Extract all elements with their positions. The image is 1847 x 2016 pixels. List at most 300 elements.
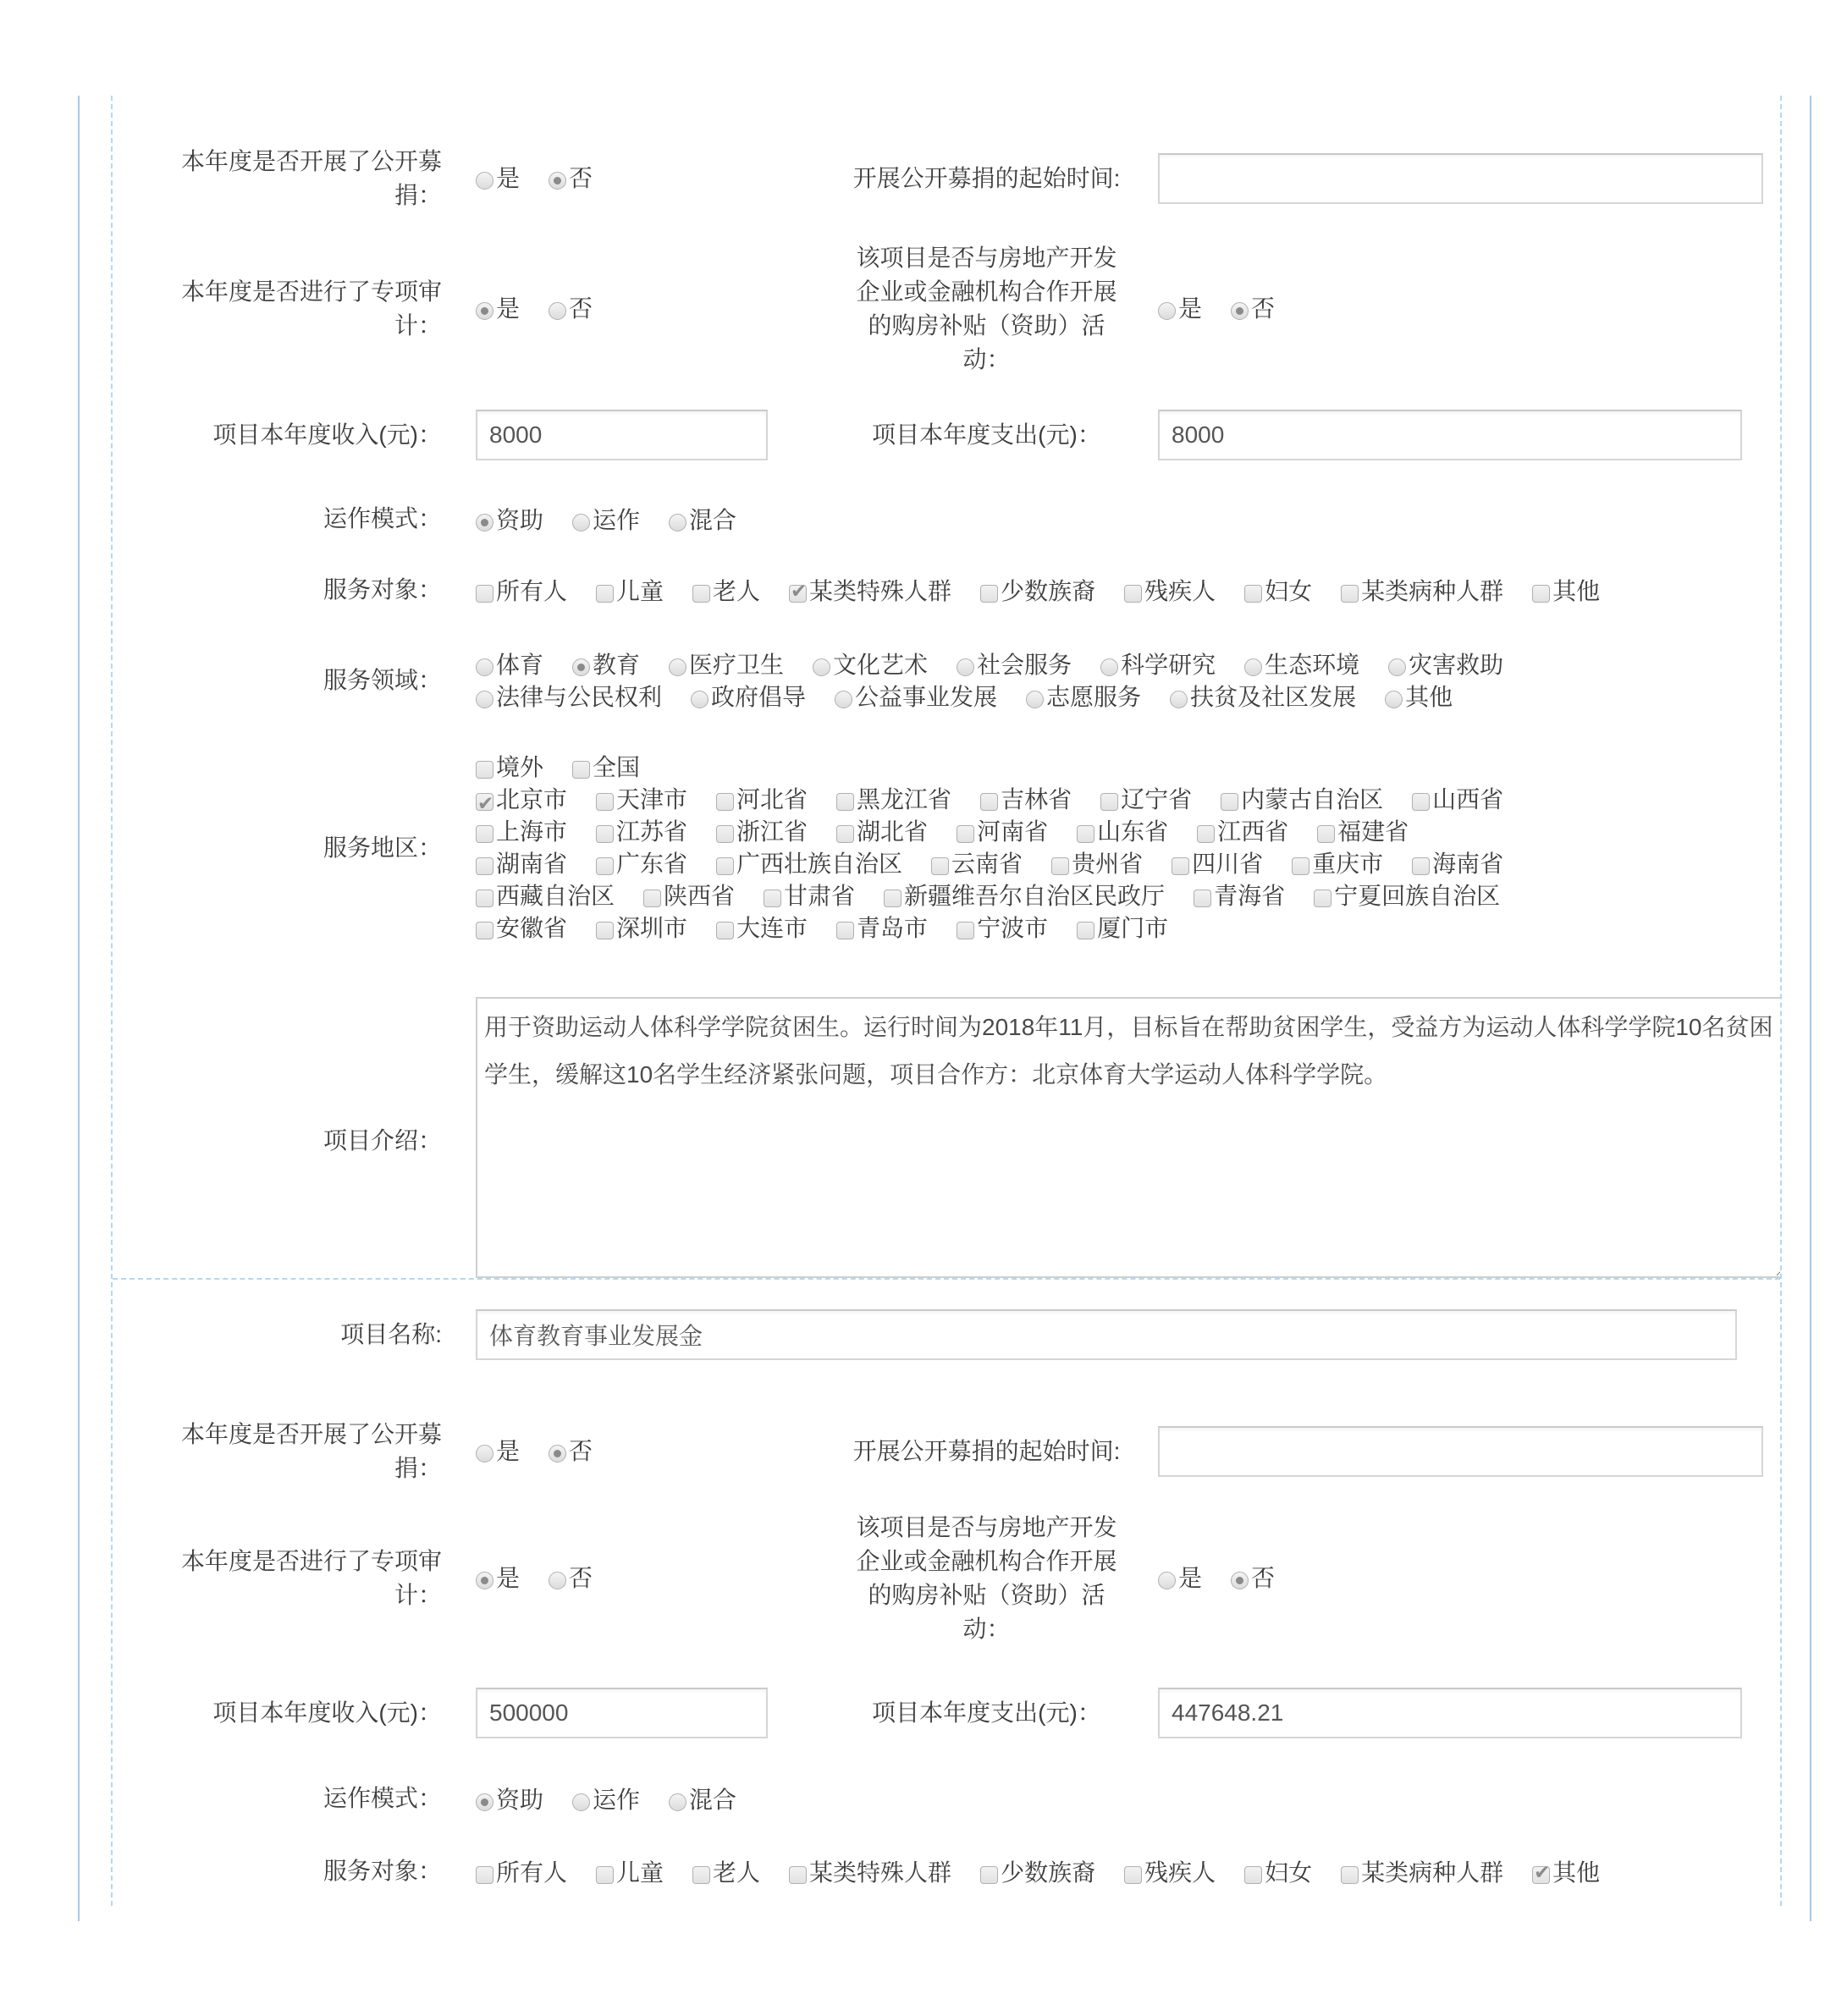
special-audit-label: 本年度是否进行了专项审计：: [180, 1548, 442, 1608]
option-label: 河北省: [736, 786, 808, 812]
option-label: 儿童: [616, 578, 664, 604]
radio-option-是[interactable]: [1158, 1562, 1202, 1595]
checkbox-icon[interactable]: [476, 922, 493, 939]
radio-option-是[interactable]: [476, 1435, 520, 1468]
option-label: 运作: [593, 507, 641, 533]
project-intro-label: 项目介绍：: [323, 1126, 442, 1154]
annual-income-label: 项目本年度收入(元)：: [212, 1699, 442, 1726]
public-fundraising-row-2: [113, 1401, 1780, 1502]
option-label: 某类病种人群: [1361, 1859, 1504, 1886]
option-label: 其他: [1552, 578, 1601, 604]
checkbox-option-云南省[interactable]: [931, 848, 1023, 879]
service-target-label: 服务对象：: [323, 576, 442, 603]
checkbox-icon[interactable]: [1244, 1866, 1262, 1884]
checkbox-option-儿童[interactable]: [596, 1854, 664, 1888]
radio-icon[interactable]: [691, 691, 708, 708]
radio-icon[interactable]: [669, 514, 686, 532]
special-audit-row-2: [113, 1511, 1780, 1646]
checkbox-icon[interactable]: [572, 761, 590, 779]
checkbox-option-某类特殊人群[interactable]: [789, 573, 951, 607]
radio-option-否[interactable]: [549, 292, 593, 326]
checkbox-option-浙江省[interactable]: [716, 816, 808, 847]
checkbox-icon[interactable]: [1124, 585, 1142, 603]
radio-icon[interactable]: [476, 1572, 493, 1589]
project-intro-row: [113, 997, 1780, 1284]
service-area-row: [113, 752, 1780, 944]
project-intro-textarea[interactable]: [476, 997, 1782, 1278]
option-row: [476, 912, 1780, 944]
checkbox-icon[interactable]: [476, 1866, 493, 1884]
radio-option-是[interactable]: [476, 162, 520, 196]
option-label: 政府倡导: [711, 683, 807, 710]
option-label: 教育: [593, 651, 641, 678]
checkbox-option-青岛市[interactable]: [836, 912, 928, 944]
option-label: 是: [496, 295, 521, 322]
option-label: 某类特殊人群: [809, 578, 952, 604]
checkbox-option-山西省[interactable]: [1412, 784, 1503, 815]
fundraising-start-input[interactable]: [1158, 1426, 1763, 1477]
annual-expense-input[interactable]: [1158, 410, 1742, 460]
checkbox-icon[interactable]: [1292, 857, 1309, 875]
option-label: 残疾人: [1144, 1859, 1216, 1886]
checkbox-option-深圳市[interactable]: [596, 912, 687, 944]
radio-icon[interactable]: [669, 1793, 686, 1811]
project-name-label: 项目名称:: [340, 1321, 442, 1347]
checkbox-option-境外[interactable]: [476, 752, 543, 783]
checkbox-option-所有人[interactable]: [476, 1854, 567, 1888]
income-expense-row-2: [113, 1686, 1780, 1740]
radio-icon[interactable]: [1231, 302, 1249, 320]
public-fundraising-options: [442, 162, 824, 196]
public-fundraising-row: [113, 128, 1780, 229]
option-label: 混合: [689, 507, 737, 533]
radio-option-公益事业发展[interactable]: [835, 681, 997, 713]
radio-icon[interactable]: [835, 691, 852, 708]
radio-icon[interactable]: [1158, 302, 1176, 320]
checkbox-option-吉林省[interactable]: [980, 784, 1072, 815]
radio-option-政府倡导[interactable]: [691, 681, 806, 713]
checkbox-option-大连市[interactable]: [716, 912, 808, 944]
checkbox-icon[interactable]: [1532, 585, 1550, 603]
checkbox-icon[interactable]: [1317, 825, 1335, 843]
option-label: 浙江省: [736, 818, 808, 845]
radio-icon[interactable]: [549, 172, 566, 190]
fundraising-start-input[interactable]: [1158, 153, 1763, 204]
service-target-label: 服务对象：: [323, 1858, 442, 1884]
checkbox-icon[interactable]: [596, 793, 614, 811]
checkbox-option-河北省[interactable]: [716, 784, 808, 815]
checkbox-icon[interactable]: [1532, 1866, 1550, 1884]
option-label: 湖南省: [496, 851, 568, 877]
checkbox-icon[interactable]: [476, 793, 493, 811]
outer-frame-left-border: [78, 96, 80, 1921]
option-label: 否: [569, 165, 593, 191]
option-label: 妇女: [1265, 1859, 1313, 1886]
annual-expense-input[interactable]: [1158, 1688, 1742, 1738]
radio-option-否[interactable]: [1231, 1562, 1275, 1595]
checkbox-option-残疾人[interactable]: [1124, 573, 1216, 607]
radio-icon[interactable]: [476, 1445, 493, 1462]
radio-option-是[interactable]: [1158, 292, 1202, 326]
radio-option-混合[interactable]: [669, 502, 736, 536]
option-label: 贵州省: [1072, 851, 1144, 877]
radio-option-是[interactable]: [476, 1562, 520, 1595]
radio-icon[interactable]: [1100, 658, 1118, 676]
checkbox-icon[interactable]: [716, 922, 734, 939]
checkbox-option-其他[interactable]: [1532, 1854, 1600, 1888]
radio-icon[interactable]: [572, 514, 590, 532]
checkbox-option-湖北省[interactable]: [836, 816, 928, 847]
radio-icon[interactable]: [476, 514, 493, 532]
checkbox-option-陕西省[interactable]: [643, 880, 735, 912]
checkbox-icon[interactable]: [476, 857, 493, 875]
checkbox-option-甘肃省[interactable]: [764, 880, 855, 912]
checkbox-icon[interactable]: [476, 890, 493, 907]
radio-option-文化艺术[interactable]: [813, 649, 928, 680]
checkbox-option-宁夏回族自治区[interactable]: [1314, 880, 1500, 912]
radio-option-否[interactable]: [549, 1562, 593, 1595]
checkbox-icon[interactable]: [836, 793, 854, 811]
option-label: 大连市: [736, 915, 808, 941]
radio-option-医疗卫生[interactable]: [669, 649, 784, 680]
checkbox-option-广西壮族自治区[interactable]: [716, 848, 902, 879]
radio-option-运作[interactable]: [572, 1782, 640, 1815]
checkbox-option-残疾人[interactable]: [1124, 1854, 1216, 1888]
checkbox-option-某类特殊人群[interactable]: [789, 1854, 951, 1888]
checkbox-icon[interactable]: [1341, 1866, 1359, 1884]
checkbox-option-黑龙江省[interactable]: [836, 784, 951, 815]
checkbox-icon[interactable]: [692, 585, 710, 603]
service-target-row-2: [113, 1854, 1780, 1889]
option-label: 是: [496, 1438, 521, 1464]
radio-icon[interactable]: [572, 658, 590, 676]
checkbox-icon[interactable]: [836, 825, 854, 843]
checkbox-option-青海省[interactable]: [1194, 880, 1285, 912]
outer-frame-right-border: [1810, 96, 1811, 1921]
option-label: 资助: [496, 1787, 544, 1813]
radio-icon[interactable]: [669, 658, 686, 676]
radio-option-志愿服务[interactable]: [1026, 681, 1141, 713]
radio-icon[interactable]: [476, 658, 493, 676]
radio-option-运作[interactable]: [572, 502, 640, 536]
option-row: [476, 816, 1780, 847]
service-field-label: 服务领域：: [323, 667, 442, 693]
radio-option-资助[interactable]: [476, 502, 543, 536]
annual-expense-label: 项目本年度支出(元)：: [872, 421, 1101, 448]
option-label: 重庆市: [1312, 851, 1384, 877]
checkbox-option-内蒙古自治区[interactable]: [1221, 784, 1383, 815]
option-label: 所有人: [496, 1859, 568, 1886]
project-name-row: [113, 1309, 1780, 1360]
checkbox-icon[interactable]: [476, 585, 493, 603]
option-label: 否: [569, 1438, 593, 1464]
option-label: 青岛市: [857, 915, 929, 941]
option-label: 少数族裔: [1001, 1859, 1096, 1886]
option-label: 安徽省: [496, 915, 568, 941]
radio-icon[interactable]: [572, 1793, 590, 1811]
radio-option-其他[interactable]: [1385, 681, 1453, 713]
option-label: 山东省: [1097, 818, 1169, 845]
checkbox-option-某类病种人群[interactable]: [1341, 573, 1503, 607]
option-row: [476, 880, 1780, 912]
checkbox-option-老人[interactable]: [692, 1854, 760, 1888]
option-label: 西藏自治区: [496, 883, 615, 909]
checkbox-icon[interactable]: [716, 825, 734, 843]
radio-icon[interactable]: [549, 302, 566, 320]
housing-subsidy-options: [1150, 1562, 1780, 1595]
option-label: 其他: [1552, 1859, 1601, 1886]
option-label: 所有人: [496, 578, 568, 604]
operation-mode-row: [113, 501, 1780, 537]
radio-option-法律与公民权利[interactable]: [476, 681, 662, 713]
checkbox-option-山东省[interactable]: [1077, 816, 1168, 847]
radio-option-生态环境[interactable]: [1244, 649, 1359, 680]
checkbox-option-新疆维吾尔自治区民政厅[interactable]: [884, 880, 1165, 912]
option-label: 江西省: [1217, 818, 1289, 845]
checkbox-option-全国[interactable]: [572, 752, 640, 783]
option-label: 儿童: [616, 1859, 664, 1886]
checkbox-icon[interactable]: [789, 585, 807, 603]
radio-icon[interactable]: [476, 691, 493, 708]
income-expense-row: [113, 408, 1780, 462]
checkbox-icon[interactable]: [596, 585, 614, 603]
checkbox-option-所有人[interactable]: [476, 573, 567, 607]
public-fundraising-label: 本年度是否开展了公开募捐：: [180, 148, 442, 208]
radio-option-否[interactable]: [549, 1435, 593, 1468]
option-row: [476, 681, 1780, 713]
checkbox-option-其他[interactable]: [1532, 573, 1600, 607]
checkbox-icon[interactable]: [1077, 922, 1094, 939]
checkbox-icon[interactable]: [596, 857, 614, 875]
radio-option-扶贫及社区发展[interactable]: [1170, 681, 1356, 713]
checkbox-icon[interactable]: [1412, 793, 1430, 811]
option-label: 全国: [593, 754, 641, 780]
option-label: 体育: [496, 651, 544, 678]
radio-option-是[interactable]: [476, 292, 520, 326]
checkbox-option-儿童[interactable]: [596, 573, 664, 607]
option-label: 混合: [689, 1787, 737, 1813]
checkbox-icon[interactable]: [980, 1866, 998, 1884]
checkbox-icon[interactable]: [789, 1866, 807, 1884]
radio-icon[interactable]: [813, 658, 830, 676]
checkbox-option-上海市[interactable]: [476, 816, 567, 847]
radio-icon[interactable]: [476, 172, 493, 190]
checkbox-icon[interactable]: [476, 761, 493, 779]
checkbox-option-湖南省[interactable]: [476, 848, 567, 879]
checkbox-icon[interactable]: [643, 890, 661, 907]
option-label: 青海省: [1214, 883, 1286, 909]
operation-mode-label: 运作模式：: [323, 1785, 442, 1811]
radio-icon[interactable]: [1231, 1572, 1249, 1589]
option-label: 否: [1251, 295, 1276, 322]
radio-icon[interactable]: [549, 1445, 566, 1462]
checkbox-option-厦门市[interactable]: [1077, 912, 1168, 944]
option-label: 北京市: [496, 786, 568, 812]
radio-icon[interactable]: [1244, 658, 1262, 676]
annual-income-label: 项目本年度收入(元)：: [212, 421, 442, 448]
option-label: 上海市: [496, 818, 568, 845]
checkbox-option-宁波市[interactable]: [957, 912, 1048, 944]
option-label: 文化艺术: [833, 651, 929, 678]
option-label: 广西壮族自治区: [736, 851, 903, 877]
checkbox-icon[interactable]: [931, 857, 949, 875]
checkbox-icon[interactable]: [1314, 890, 1331, 907]
service-target-options: [442, 573, 1780, 607]
radio-option-体育[interactable]: [476, 649, 543, 680]
radio-option-资助[interactable]: [476, 1782, 543, 1815]
checkbox-icon[interactable]: [1412, 857, 1430, 875]
option-label: 新疆维吾尔自治区民政厅: [904, 883, 1166, 909]
option-label: 黑龙江省: [857, 786, 952, 812]
option-label: 志愿服务: [1046, 683, 1142, 710]
checkbox-option-河南省[interactable]: [957, 816, 1048, 847]
checkbox-icon[interactable]: [1077, 825, 1094, 843]
checkbox-icon[interactable]: [716, 793, 734, 811]
radio-icon[interactable]: [476, 1793, 493, 1811]
option-label: 妇女: [1265, 578, 1313, 604]
checkbox-option-妇女[interactable]: [1244, 573, 1312, 607]
special-audit-options: [442, 292, 824, 326]
checkbox-option-辽宁省[interactable]: [1100, 784, 1192, 815]
checkbox-option-老人[interactable]: [692, 573, 760, 607]
option-row: [476, 848, 1780, 879]
option-row: [476, 752, 1780, 783]
checkbox-option-江苏省[interactable]: [596, 816, 687, 847]
option-label: 科学研究: [1121, 651, 1216, 678]
checkbox-option-少数族裔[interactable]: [980, 573, 1095, 607]
checkbox-option-四川省[interactable]: [1172, 848, 1263, 879]
checkbox-icon[interactable]: [1051, 857, 1069, 875]
checkbox-icon[interactable]: [596, 825, 614, 843]
checkbox-option-妇女[interactable]: [1244, 1854, 1312, 1888]
option-label: 陕西省: [664, 883, 736, 909]
operation-mode-label: 运作模式：: [323, 505, 442, 532]
checkbox-option-广东省[interactable]: [596, 848, 687, 879]
radio-option-科学研究[interactable]: [1100, 649, 1216, 680]
service-target-options: [442, 1854, 1780, 1888]
service-area-label: 服务地区：: [323, 834, 442, 861]
radio-icon[interactable]: [957, 658, 974, 676]
option-label: 其他: [1405, 683, 1453, 710]
option-label: 资助: [496, 507, 544, 533]
option-label: 吉林省: [1001, 786, 1072, 812]
checkbox-icon[interactable]: [980, 585, 998, 603]
public-fundraising-options: [442, 1435, 824, 1468]
checkbox-icon[interactable]: [1172, 857, 1189, 875]
option-label: 辽宁省: [1121, 786, 1193, 812]
annual-income-input[interactable]: [476, 410, 768, 460]
checkbox-icon[interactable]: [476, 825, 493, 843]
fundraising-start-label: 开展公开募捐的起始时间:: [852, 1438, 1121, 1464]
checkbox-icon[interactable]: [1221, 793, 1238, 811]
radio-icon[interactable]: [476, 302, 493, 320]
checkbox-option-天津市[interactable]: [596, 784, 687, 815]
option-label: 否: [1251, 1565, 1276, 1591]
option-label: 山西省: [1432, 786, 1504, 812]
option-label: 否: [569, 295, 593, 322]
checkbox-icon[interactable]: [1194, 890, 1211, 907]
checkbox-option-贵州省[interactable]: [1051, 848, 1143, 879]
radio-icon[interactable]: [1026, 691, 1044, 708]
housing-subsidy-options: [1150, 292, 1780, 326]
option-label: 福建省: [1337, 818, 1409, 845]
checkbox-option-江西省[interactable]: [1197, 816, 1288, 847]
public-fundraising-label: 本年度是否开展了公开募捐：: [180, 1421, 442, 1481]
option-label: 是: [496, 1565, 521, 1591]
checkbox-option-重庆市[interactable]: [1292, 848, 1383, 879]
checkbox-icon[interactable]: [957, 825, 974, 843]
radio-icon[interactable]: [1388, 658, 1406, 676]
project-name-input[interactable]: [476, 1309, 1737, 1360]
radio-option-教育[interactable]: [572, 649, 640, 680]
checkbox-icon[interactable]: [1124, 1866, 1142, 1884]
option-label: 扶贫及社区发展: [1190, 683, 1357, 710]
checkbox-option-西藏自治区[interactable]: [476, 880, 615, 912]
checkbox-icon[interactable]: [980, 793, 998, 811]
radio-option-灾害救助[interactable]: [1388, 649, 1503, 680]
checkbox-icon[interactable]: [1100, 793, 1118, 811]
radio-icon[interactable]: [549, 1572, 566, 1589]
radio-icon[interactable]: [1158, 1572, 1176, 1589]
radio-icon[interactable]: [1170, 691, 1188, 708]
option-row: [476, 649, 1780, 680]
checkbox-option-北京市[interactable]: [476, 784, 567, 815]
option-label: 是: [1178, 1565, 1203, 1591]
checkbox-option-某类病种人群[interactable]: [1341, 1854, 1503, 1888]
option-label: 内蒙古自治区: [1241, 786, 1384, 812]
checkbox-icon[interactable]: [1341, 585, 1359, 603]
checkbox-icon[interactable]: [692, 1866, 710, 1884]
fundraising-start-label: 开展公开募捐的起始时间:: [852, 165, 1121, 191]
checkbox-icon[interactable]: [716, 857, 734, 875]
option-label: 宁波市: [977, 915, 1049, 941]
operation-mode-row-2: [113, 1781, 1780, 1816]
checkbox-icon[interactable]: [1244, 585, 1262, 603]
option-label: 甘肃省: [784, 883, 856, 909]
option-label: 河南省: [977, 818, 1049, 845]
checkbox-icon[interactable]: [596, 1866, 614, 1884]
annual-income-input[interactable]: [476, 1688, 768, 1738]
radio-icon[interactable]: [1385, 691, 1403, 708]
checkbox-icon[interactable]: [764, 890, 781, 907]
option-label: 湖北省: [857, 818, 929, 845]
checkbox-option-少数族裔[interactable]: [980, 1854, 1095, 1888]
operation-mode-options: [442, 1782, 1780, 1815]
checkbox-icon[interactable]: [596, 922, 614, 939]
radio-option-否[interactable]: [1231, 292, 1275, 326]
checkbox-option-福建省[interactable]: [1317, 816, 1409, 847]
checkbox-option-海南省[interactable]: [1412, 848, 1503, 879]
project-section-1: [113, 96, 1780, 1278]
checkbox-icon[interactable]: [957, 922, 974, 939]
checkbox-icon[interactable]: [836, 922, 854, 939]
checkbox-option-安徽省[interactable]: [476, 912, 567, 944]
service-area-options: [442, 752, 1780, 944]
radio-option-混合[interactable]: [669, 1782, 736, 1815]
project-list-frame: [111, 96, 1782, 1906]
housing-subsidy-label: 该项目是否与房地产开发企业或金融机构合作开展的购房补贴（资助）活动：: [856, 1514, 1117, 1642]
checkbox-icon[interactable]: [1197, 825, 1215, 843]
option-label: 厦门市: [1097, 915, 1169, 941]
checkbox-icon[interactable]: [884, 890, 901, 907]
option-label: 医疗卫生: [689, 651, 785, 678]
operation-mode-options: [442, 502, 1780, 536]
radio-option-社会服务[interactable]: [957, 649, 1072, 680]
option-label: 云南省: [951, 851, 1023, 877]
radio-option-否[interactable]: [549, 162, 593, 196]
annual-expense-label: 项目本年度支出(元)：: [872, 1699, 1101, 1726]
option-label: 宁夏回族自治区: [1334, 883, 1501, 909]
